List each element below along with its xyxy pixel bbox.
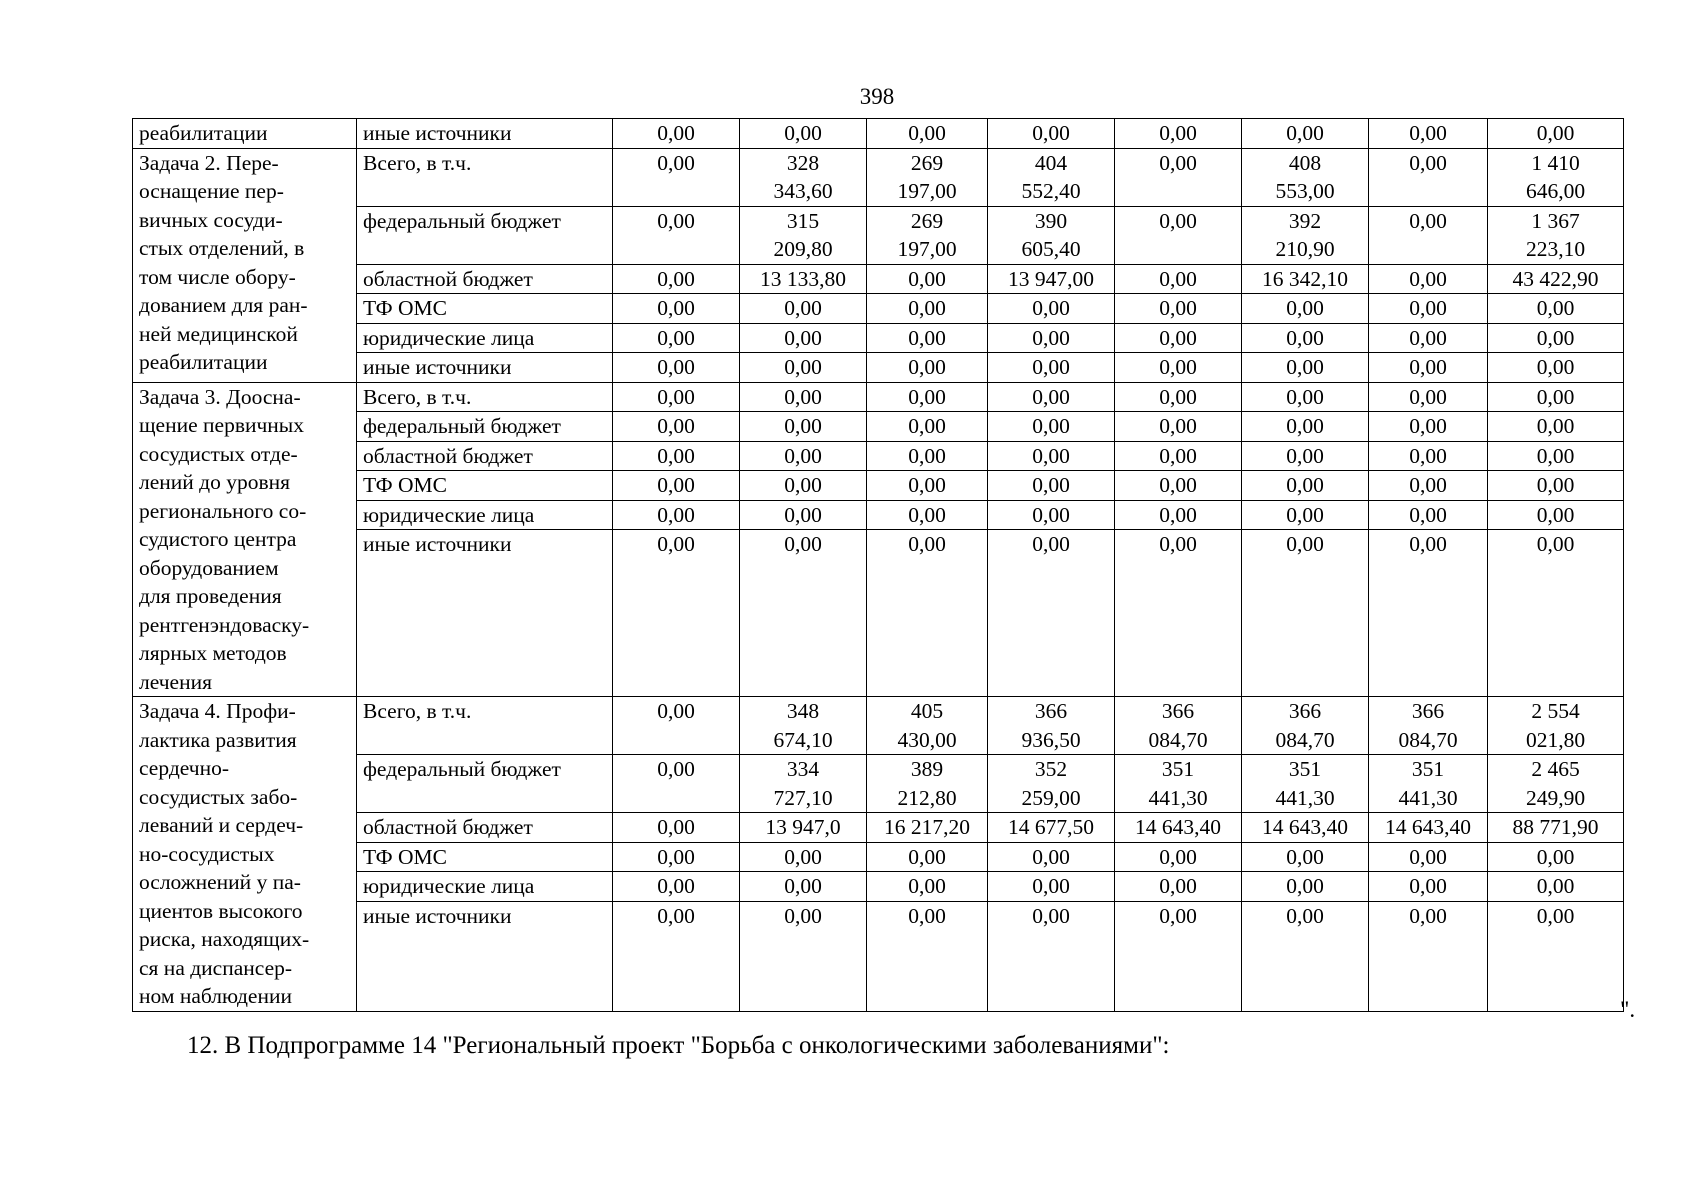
amount-cell: 0,00 — [613, 755, 740, 813]
amount-cell: 0,00 — [1488, 842, 1624, 872]
amount-cell: 14 643,40 — [1242, 813, 1369, 843]
table-row — [133, 323, 1624, 353]
amount-cell: 0,00 — [740, 441, 867, 471]
amount-cell: 352 259,00 — [988, 755, 1115, 813]
amount-cell: 348 674,10 — [740, 697, 867, 755]
funding-source-cell: областной бюджет — [357, 813, 613, 843]
table-row — [133, 842, 1624, 872]
task-cell: реабилитации — [133, 119, 357, 149]
amount-cell: 0,00 — [613, 697, 740, 755]
amount-cell: 0,00 — [1369, 323, 1488, 353]
amount-cell: 351 441,30 — [1242, 755, 1369, 813]
amount-cell: 0,00 — [1242, 441, 1369, 471]
amount-cell: 366 936,50 — [988, 697, 1115, 755]
amount-cell: 351 441,30 — [1369, 755, 1488, 813]
amount-cell: 0,00 — [1242, 353, 1369, 383]
amount-cell: 0,00 — [867, 119, 988, 149]
amount-cell: 0,00 — [1369, 530, 1488, 697]
amount-cell: 0,00 — [740, 353, 867, 383]
funding-source-cell: областной бюджет — [357, 441, 613, 471]
amount-cell: 0,00 — [867, 901, 988, 1011]
amount-cell: 0,00 — [1115, 353, 1242, 383]
amount-cell: 328 343,60 — [740, 148, 867, 206]
funding-source-cell: ТФ ОМС — [357, 842, 613, 872]
table-row — [133, 901, 1624, 938]
amount-cell: 0,00 — [988, 872, 1115, 902]
amount-cell: 315 209,80 — [740, 206, 867, 264]
funding-source-cell: областной бюджет — [357, 264, 613, 294]
amount-cell: 0,00 — [613, 500, 740, 530]
table-row — [133, 412, 1624, 442]
amount-cell: 0,00 — [1115, 382, 1242, 412]
table-row — [133, 382, 1624, 412]
page-number: 398 — [859, 84, 895, 109]
amount-cell: 0,00 — [740, 872, 867, 902]
funding-source-cell: Всего, в т.ч. — [357, 382, 613, 412]
amount-cell: 0,00 — [613, 813, 740, 843]
amount-cell: 0,00 — [1242, 382, 1369, 412]
amount-cell: 0,00 — [1242, 294, 1369, 324]
amount-cell: 0,00 — [1242, 323, 1369, 353]
amount-cell: 0,00 — [1488, 412, 1624, 442]
table-row — [133, 264, 1624, 294]
amount-cell: 0,00 — [613, 294, 740, 324]
amount-cell: 269 197,00 — [867, 148, 988, 206]
amount-cell: 0,00 — [1488, 353, 1624, 383]
amount-cell: 0,00 — [613, 872, 740, 902]
amount-cell: 0,00 — [613, 206, 740, 264]
amount-cell: 43 422,90 — [1488, 264, 1624, 294]
amount-cell: 0,00 — [1488, 530, 1624, 697]
table-row — [133, 500, 1624, 530]
table-row — [133, 441, 1624, 471]
amount-cell: 0,00 — [740, 323, 867, 353]
amount-cell: 0,00 — [988, 901, 1115, 1011]
amount-cell: 0,00 — [1115, 264, 1242, 294]
amount-cell: 0,00 — [613, 148, 740, 206]
amount-cell: 0,00 — [1369, 842, 1488, 872]
table-row — [133, 119, 1624, 149]
table-row — [133, 697, 1624, 755]
table-row — [133, 872, 1624, 902]
amount-cell: 0,00 — [867, 353, 988, 383]
amount-cell: 0,00 — [613, 264, 740, 294]
amount-cell: 0,00 — [1115, 206, 1242, 264]
amount-cell: 16 217,20 — [867, 813, 988, 843]
amount-cell: 0,00 — [1115, 148, 1242, 206]
amount-cell: 0,00 — [867, 294, 988, 324]
amount-cell: 0,00 — [1242, 530, 1369, 697]
amount-cell: 0,00 — [1488, 471, 1624, 501]
funding-source-cell: Всего, в т.ч. — [357, 697, 613, 755]
amount-cell: 0,00 — [867, 382, 988, 412]
amount-cell: 0,00 — [613, 530, 740, 697]
amount-cell: 0,00 — [1115, 901, 1242, 1011]
amount-cell: 390 605,40 — [988, 206, 1115, 264]
amount-cell: 0,00 — [1488, 294, 1624, 324]
amount-cell: 0,00 — [867, 530, 988, 697]
amount-cell: 0,00 — [1242, 872, 1369, 902]
amount-cell: 0,00 — [1369, 872, 1488, 902]
amount-cell: 0,00 — [740, 842, 867, 872]
amount-cell: 14 643,40 — [1115, 813, 1242, 843]
amount-cell: 0,00 — [1369, 901, 1488, 1011]
amount-cell: 0,00 — [867, 842, 988, 872]
amount-cell: 13 947,00 — [988, 264, 1115, 294]
task-cell: Задача 4. Профи- лактика развития сердечно- сосудистых забо- леваний и сердеч- но-сосудистых осложнений у па- циентов высокого риска, находящих- ся на диспансер- ном наблюдении — [133, 697, 357, 1012]
amount-cell: 0,00 — [867, 412, 988, 442]
amount-cell: 0,00 — [988, 323, 1115, 353]
amount-cell: 0,00 — [1488, 323, 1624, 353]
funding-source-cell: иные источники — [357, 901, 613, 1011]
amount-cell: 14 643,40 — [1369, 813, 1488, 843]
amount-cell: 0,00 — [988, 412, 1115, 442]
amount-cell: 392 210,90 — [1242, 206, 1369, 264]
funding-source-cell: юридические лица — [357, 323, 613, 353]
amount-cell: 0,00 — [1115, 500, 1242, 530]
amount-cell: 0,00 — [1115, 441, 1242, 471]
amount-cell: 0,00 — [740, 471, 867, 501]
table-row — [133, 471, 1624, 501]
table-row — [133, 148, 1624, 206]
amount-cell: 0,00 — [867, 441, 988, 471]
task-cell: Задача 2. Пере- оснащение пер- вичных сосуди- стых отделений, в том числе обору- дованием для ран- ней медицинской реабилитации — [133, 148, 357, 382]
funding-table — [132, 118, 1624, 1012]
amount-cell: 0,00 — [1242, 842, 1369, 872]
task-cell: Задача 3. Доосна- щение первичных сосудистых отде- лений до уровня регионального со- судистого центра оборудованием для проведения рентгенэндоваску- лярных методов лечения — [133, 382, 357, 697]
amount-cell: 13 947,0 — [740, 813, 867, 843]
amount-cell: 404 552,40 — [988, 148, 1115, 206]
amount-cell: 0,00 — [988, 119, 1115, 149]
amount-cell: 0,00 — [1115, 412, 1242, 442]
amount-cell: 0,00 — [1242, 119, 1369, 149]
amount-cell: 0,00 — [1369, 119, 1488, 149]
funding-source-cell: иные источники — [357, 353, 613, 383]
amount-cell: 0,00 — [613, 353, 740, 383]
amount-cell: 13 133,80 — [740, 264, 867, 294]
table-row — [133, 530, 1624, 565]
amount-cell: 0,00 — [1488, 500, 1624, 530]
amount-cell: 0,00 — [1115, 119, 1242, 149]
amount-cell: 0,00 — [988, 500, 1115, 530]
amount-cell: 0,00 — [1488, 901, 1624, 1011]
amount-cell: 0,00 — [867, 872, 988, 902]
amount-cell: 269 197,00 — [867, 206, 988, 264]
funding-source-cell: юридические лица — [357, 872, 613, 902]
amount-cell: 0,00 — [740, 119, 867, 149]
amount-cell: 408 553,00 — [1242, 148, 1369, 206]
amount-cell: 0,00 — [1369, 148, 1488, 206]
amount-cell: 2 554 021,80 — [1488, 697, 1624, 755]
section-paragraph: 12. В Подпрограмме 14 "Региональный проект "Борьба с онкологическими заболеваниями": — [187, 1032, 1170, 1059]
amount-cell: 0,00 — [1369, 471, 1488, 501]
amount-cell: 0,00 — [1369, 206, 1488, 264]
amount-cell: 0,00 — [613, 471, 740, 501]
amount-cell: 0,00 — [988, 294, 1115, 324]
funding-source-cell: ТФ ОМС — [357, 294, 613, 324]
amount-cell: 0,00 — [1115, 872, 1242, 902]
amount-cell: 0,00 — [740, 382, 867, 412]
amount-cell: 334 727,10 — [740, 755, 867, 813]
funding-source-cell: федеральный бюджет — [357, 206, 613, 264]
amount-cell: 0,00 — [740, 530, 867, 697]
amount-cell: 16 342,10 — [1242, 264, 1369, 294]
amount-cell: 0,00 — [1115, 842, 1242, 872]
amount-cell: 88 771,90 — [1488, 813, 1624, 843]
amount-cell: 0,00 — [1115, 471, 1242, 501]
amount-cell: 0,00 — [867, 264, 988, 294]
amount-cell: 0,00 — [1242, 901, 1369, 1011]
amount-cell: 0,00 — [740, 500, 867, 530]
amount-cell: 0,00 — [613, 382, 740, 412]
amount-cell: 0,00 — [1242, 471, 1369, 501]
table-row — [133, 813, 1624, 843]
amount-cell: 0,00 — [988, 441, 1115, 471]
amount-cell: 0,00 — [613, 842, 740, 872]
table-row — [133, 206, 1624, 264]
amount-cell: 0,00 — [613, 119, 740, 149]
amount-cell: 0,00 — [1242, 500, 1369, 530]
amount-cell: 0,00 — [1115, 530, 1242, 697]
amount-cell: 0,00 — [613, 901, 740, 1011]
amount-cell: 0,00 — [1115, 323, 1242, 353]
amount-cell: 0,00 — [1369, 382, 1488, 412]
amount-cell: 0,00 — [867, 500, 988, 530]
amount-cell: 0,00 — [1369, 294, 1488, 324]
amount-cell: 366 084,70 — [1115, 697, 1242, 755]
amount-cell: 0,00 — [613, 323, 740, 353]
funding-source-cell: федеральный бюджет — [357, 755, 613, 813]
amount-cell: 0,00 — [988, 842, 1115, 872]
amount-cell: 405 430,00 — [867, 697, 988, 755]
amount-cell: 0,00 — [1115, 294, 1242, 324]
amount-cell: 0,00 — [1488, 872, 1624, 902]
amount-cell: 0,00 — [988, 530, 1115, 697]
table-row — [133, 353, 1624, 383]
table-row — [133, 294, 1624, 324]
amount-cell: 0,00 — [1369, 264, 1488, 294]
amount-cell: 366 084,70 — [1242, 697, 1369, 755]
amount-cell: 14 677,50 — [988, 813, 1115, 843]
closing-quote: ". — [1620, 997, 1636, 1022]
funding-source-cell: Всего, в т.ч. — [357, 148, 613, 206]
amount-cell: 1 367 223,10 — [1488, 206, 1624, 264]
funding-source-cell: иные источники — [357, 119, 613, 149]
amount-cell: 0,00 — [1369, 412, 1488, 442]
amount-cell: 366 084,70 — [1369, 697, 1488, 755]
funding-source-cell: ТФ ОМС — [357, 471, 613, 501]
amount-cell: 0,00 — [1369, 441, 1488, 471]
amount-cell: 389 212,80 — [867, 755, 988, 813]
amount-cell: 0,00 — [988, 471, 1115, 501]
amount-cell: 0,00 — [1369, 353, 1488, 383]
amount-cell: 0,00 — [740, 412, 867, 442]
amount-cell: 0,00 — [1488, 441, 1624, 471]
amount-cell: 0,00 — [988, 382, 1115, 412]
amount-cell: 0,00 — [1488, 382, 1624, 412]
amount-cell: 0,00 — [1369, 500, 1488, 530]
amount-cell: 0,00 — [740, 294, 867, 324]
amount-cell: 0,00 — [1488, 119, 1624, 149]
amount-cell: 0,00 — [740, 901, 867, 1011]
amount-cell: 2 465 249,90 — [1488, 755, 1624, 813]
amount-cell: 351 441,30 — [1115, 755, 1242, 813]
amount-cell: 0,00 — [613, 441, 740, 471]
amount-cell: 0,00 — [867, 323, 988, 353]
amount-cell: 0,00 — [867, 471, 988, 501]
amount-cell: 0,00 — [1242, 412, 1369, 442]
amount-cell: 0,00 — [613, 412, 740, 442]
table-row — [133, 755, 1624, 813]
funding-source-cell: федеральный бюджет — [357, 412, 613, 442]
amount-cell: 1 410 646,00 — [1488, 148, 1624, 206]
funding-source-cell: юридические лица — [357, 500, 613, 530]
funding-source-cell: иные источники — [357, 530, 613, 697]
amount-cell: 0,00 — [988, 353, 1115, 383]
